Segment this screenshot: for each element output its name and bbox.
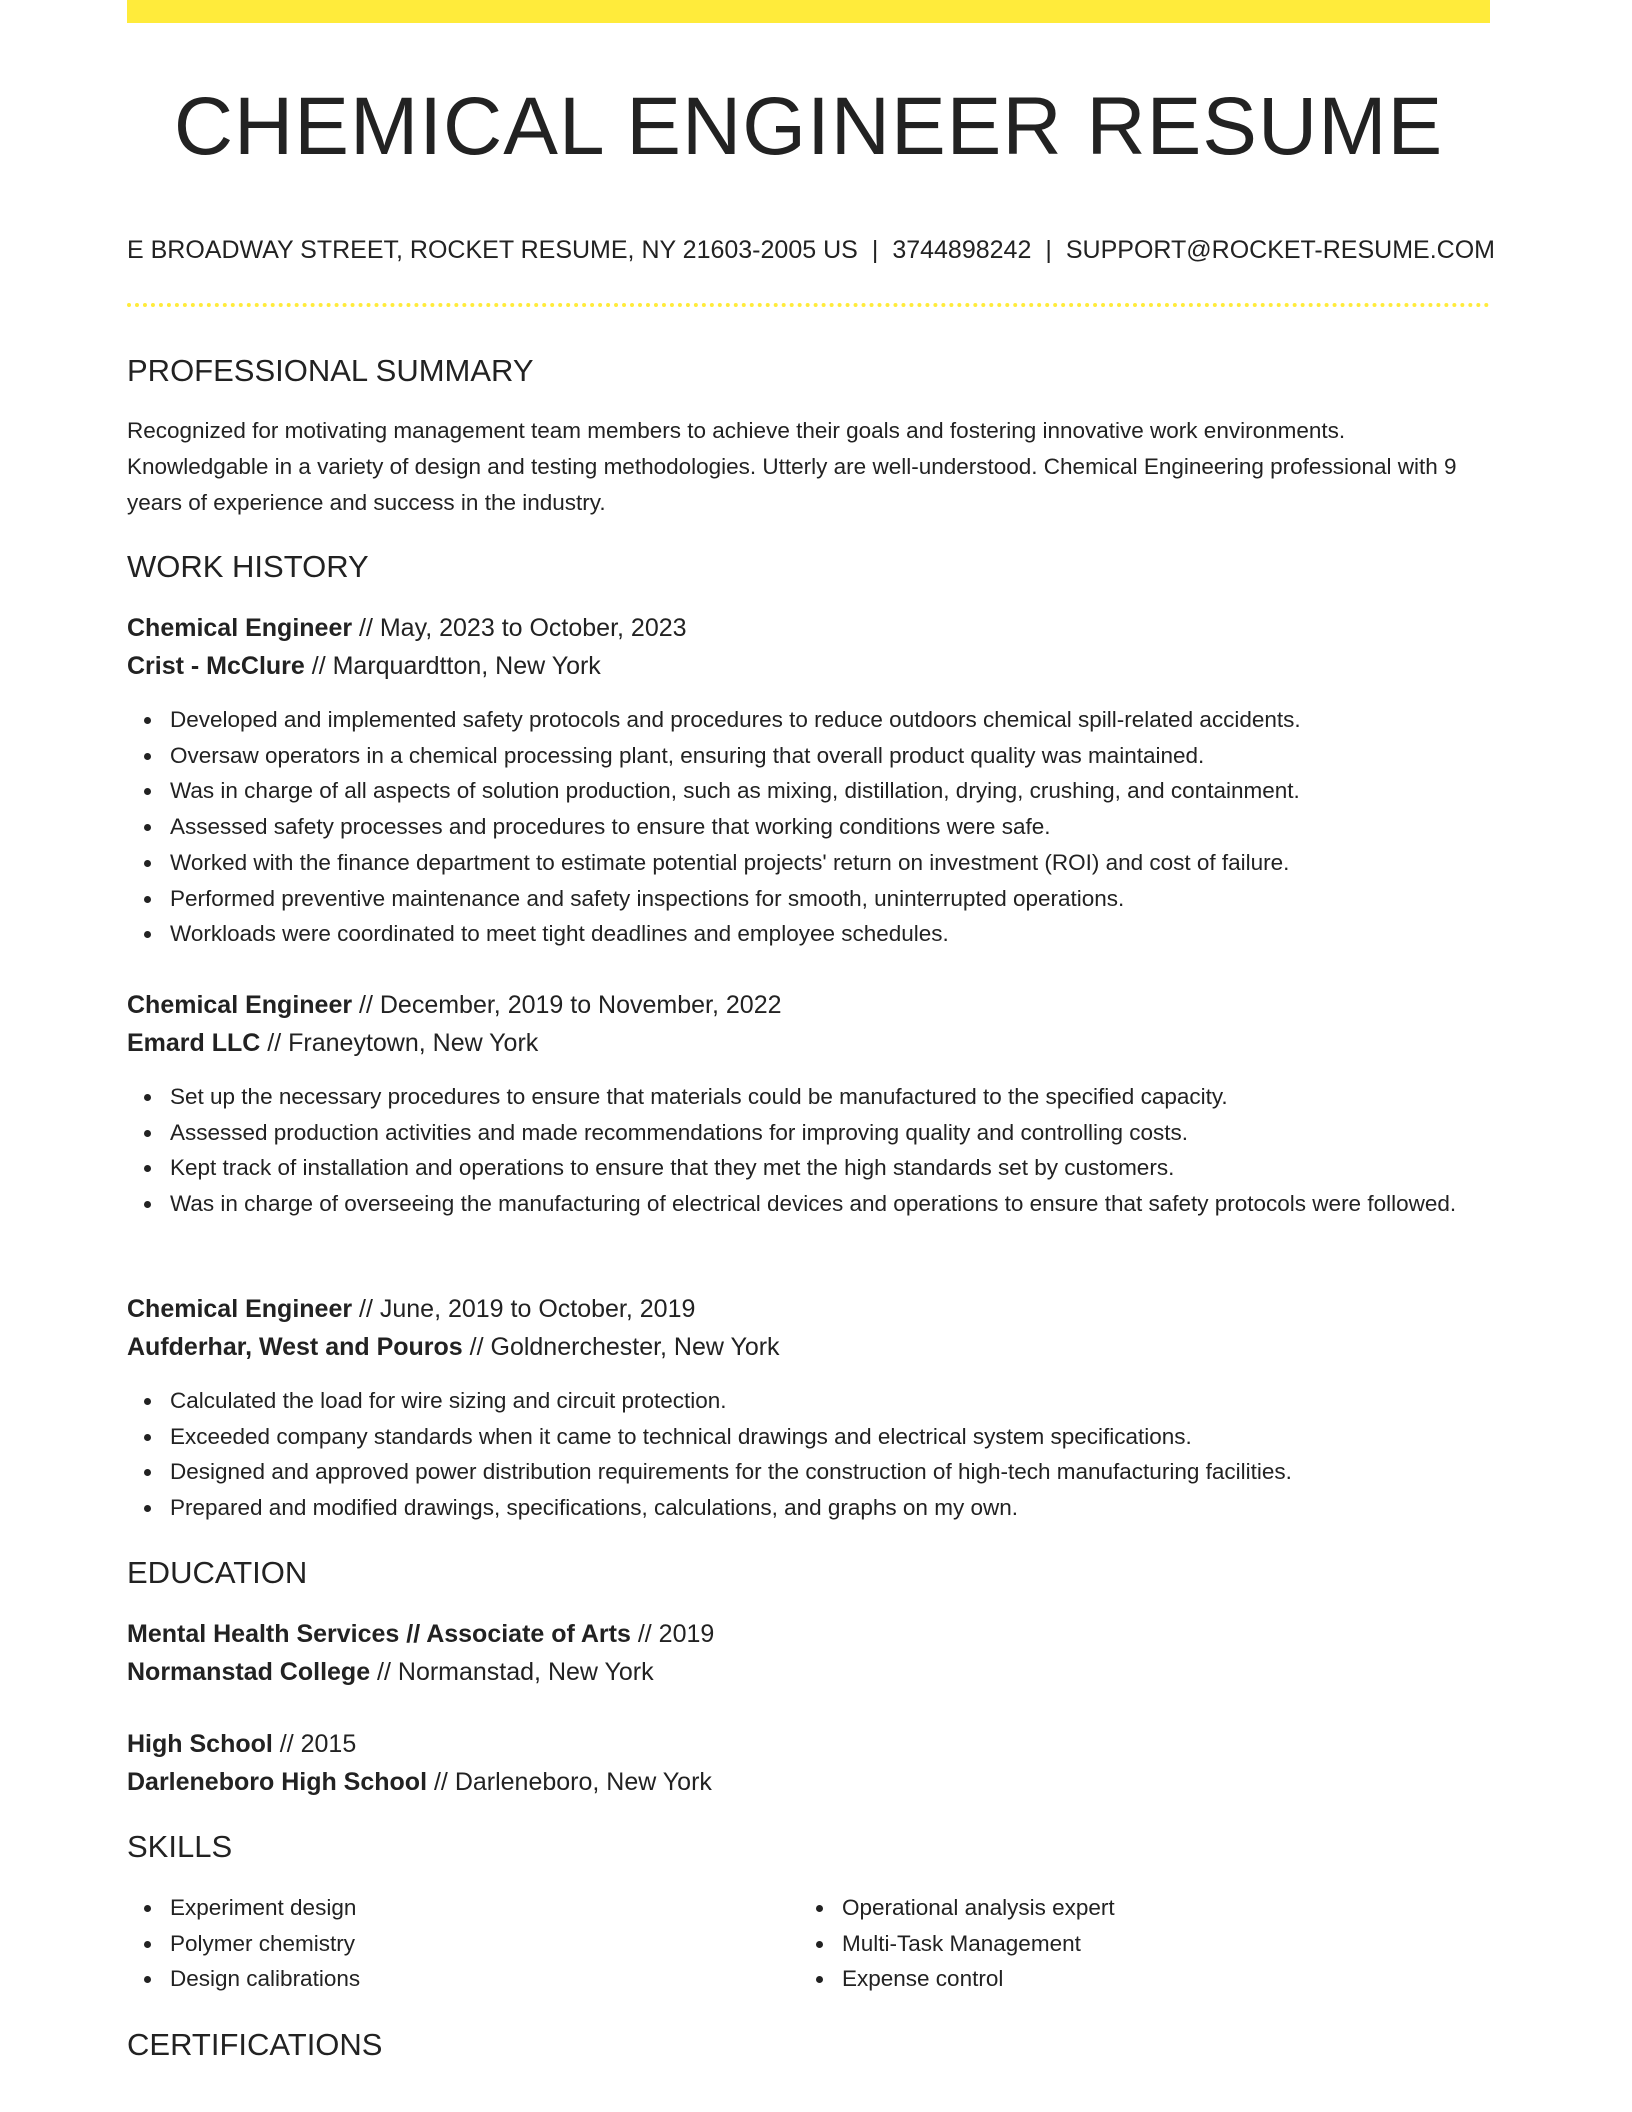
contact-email: SUPPORT@ROCKET-RESUME.COM	[1065, 236, 1495, 264]
contact-address: E BROADWAY STREET, ROCKET RESUME, NY 21603-2005 US	[127, 236, 858, 264]
job-title-line	[127, 611, 687, 645]
job-location: // Franeytown, New York	[260, 1029, 539, 1057]
education-location: // Darleneboro, New York	[427, 1768, 712, 1796]
education-school: Normanstad College	[127, 1658, 371, 1686]
job-company: Aufderhar, West and Pouros	[127, 1333, 463, 1361]
certifications-heading: CERTIFICATIONS	[127, 2027, 383, 2062]
list-item: Was in charge of all aspects of solution production, such as mixing, distillation, drying, crushing, and containment.	[127, 773, 1490, 809]
skills-list-right	[799, 1890, 1632, 1997]
job-dates: // June, 2019 to October, 2019	[352, 1295, 696, 1323]
summary-heading: PROFESSIONAL SUMMARY	[127, 353, 534, 388]
job-company-line	[127, 1026, 538, 1060]
job-title-line	[127, 988, 782, 1022]
job-company-line	[127, 649, 601, 683]
job-title: Chemical Engineer	[127, 614, 353, 642]
summary-text: Recognized for motivating management team members to achieve their goals and fostering innovative work environments. Knowledgable in a variety of design and testing methodologies. Utterly are well-understood. Chemical Engineering professional with 9 years of experience and success in the industry.	[127, 418, 1457, 515]
job-bullet-list	[127, 1383, 1490, 1526]
job-bullet-list	[127, 1079, 1490, 1222]
education-school-line	[127, 1655, 654, 1689]
education-degree: High School	[127, 1730, 273, 1758]
list-item: Polymer chemistry	[127, 1926, 1490, 1962]
job-title-line	[127, 1292, 695, 1326]
job-company: Crist - McClure	[127, 652, 305, 680]
list-item: Exceeded company standards when it came to technical drawings and electrical system specifications.	[127, 1419, 1490, 1455]
education-year: // 2019	[630, 1620, 715, 1648]
top-accent-bar	[127, 0, 1490, 23]
list-item: Performed preventive maintenance and safety inspections for smooth, uninterrupted operations.	[127, 881, 1490, 917]
work-history-heading: WORK HISTORY	[127, 549, 369, 584]
education-year: // 2015	[272, 1730, 357, 1758]
job-dates: // May, 2023 to October, 2023	[352, 614, 687, 642]
list-item: Worked with the finance department to estimate potential projects' return on investment (ROI) and cost of failure.	[127, 845, 1490, 881]
list-item: Designed and approved power distribution requirements for the construction of high-tech manufacturing facilities.	[127, 1454, 1490, 1490]
list-item: Kept track of installation and operations to ensure that they met the high standards set by customers.	[127, 1150, 1490, 1186]
education-school-line	[127, 1765, 712, 1799]
list-item: Prepared and modified drawings, specifications, calculations, and graphs on my own.	[127, 1490, 1490, 1526]
list-item: Set up the necessary procedures to ensure that materials could be manufactured to the specified capacity.	[127, 1079, 1490, 1115]
education-heading: EDUCATION	[127, 1555, 308, 1590]
contact-phone: 3744898242	[892, 236, 1032, 264]
job-title: Chemical Engineer	[127, 991, 353, 1019]
header-divider	[127, 303, 1490, 307]
list-item: Assessed safety processes and procedures to ensure that working conditions were safe.	[127, 809, 1490, 845]
job-company: Emard LLC	[127, 1029, 261, 1057]
list-item: Operational analysis expert	[799, 1890, 1632, 1926]
job-dates: // December, 2019 to November, 2022	[352, 991, 782, 1019]
contact-separator: |	[1045, 236, 1052, 264]
contact-line	[127, 236, 1495, 265]
list-item: Experiment design	[127, 1890, 1490, 1926]
job-bullet-list	[127, 702, 1490, 952]
education-degree-line	[127, 1617, 714, 1651]
list-item: Multi-Task Management	[799, 1926, 1632, 1962]
job-company-line	[127, 1330, 780, 1364]
job-title: Chemical Engineer	[127, 1295, 353, 1323]
list-item: Design calibrations	[127, 1961, 1490, 1997]
resume-title: CHEMICAL ENGINEER RESUME	[173, 81, 1444, 172]
education-school: Darleneboro High School	[127, 1768, 428, 1796]
contact-separator: |	[871, 236, 879, 264]
education-degree: Mental Health Services // Associate of Arts	[127, 1620, 631, 1648]
education-location: // Normanstad, New York	[370, 1658, 654, 1686]
list-item: Expense control	[799, 1961, 1632, 1997]
job-location: // Marquardtton, New York	[304, 652, 601, 680]
list-item: Was in charge of overseeing the manufacturing of electrical devices and operations to ensure that safety protocols were followed.	[127, 1186, 1490, 1222]
list-item: Oversaw operators in a chemical processing plant, ensuring that overall product quality was maintained.	[127, 738, 1490, 774]
job-location: // Goldnerchester, New York	[462, 1333, 780, 1361]
list-item: Assessed production activities and made recommendations for improving quality and controlling costs.	[127, 1115, 1490, 1151]
list-item: Developed and implemented safety protocols and procedures to reduce outdoors chemical spill-related accidents.	[127, 702, 1490, 738]
education-degree-line	[127, 1727, 356, 1761]
list-item: Workloads were coordinated to meet tight deadlines and employee schedules.	[127, 916, 1490, 952]
skills-heading: SKILLS	[127, 1829, 233, 1864]
list-item: Calculated the load for wire sizing and circuit protection.	[127, 1383, 1490, 1419]
